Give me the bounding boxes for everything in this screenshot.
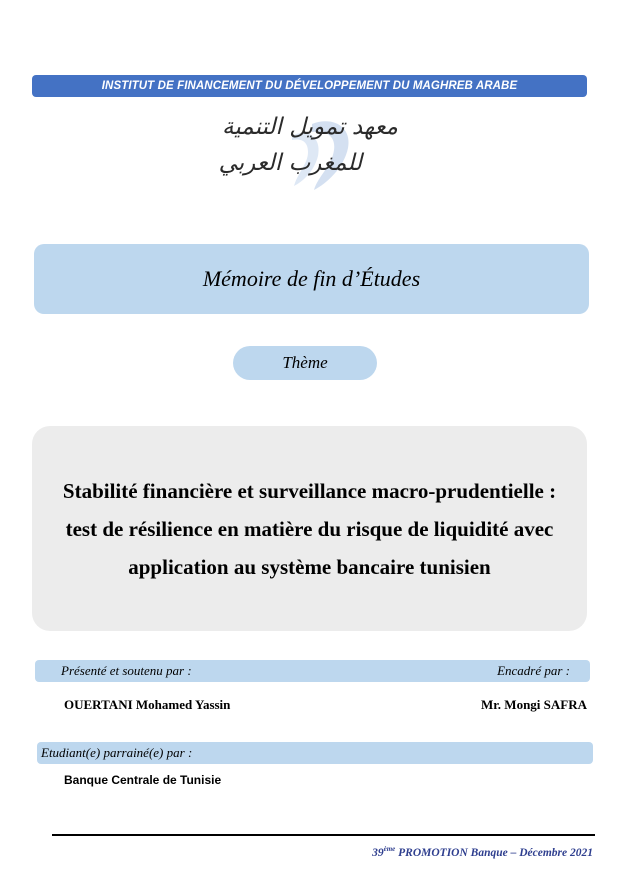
logo-arabic-line2: للمغرب العربي: [218, 150, 362, 176]
thesis-title-box: [32, 426, 587, 631]
presenter-supervisor-bar: [35, 660, 590, 682]
theme-pill: [233, 346, 377, 380]
footer-divider: [52, 834, 595, 836]
thesis-title-line: test de résilience en matière du risque de liquidité avec: [65, 516, 554, 541]
sponsor-name: Banque Centrale de Tunisie: [64, 773, 222, 787]
promotion-text: PROMOTION Banque – Décembre 2021: [395, 846, 593, 859]
sponsored-label: Etudiant(e) parrainé(e) par :: [41, 745, 193, 760]
thesis-title-line: application au système bancaire tunisien: [128, 554, 491, 579]
thesis-title-line: Stabilité financière et surveillance macro-prudentielle :: [62, 478, 557, 503]
promotion-suffix: ème: [383, 845, 396, 853]
institute-logo: [218, 106, 402, 196]
promotion-footer: [372, 845, 593, 859]
supervisor-name: Mr. Mongi SAFRA: [480, 697, 587, 712]
student-name: OUERTANI Mohamed Yassin: [64, 697, 231, 712]
document-type-box: [34, 244, 589, 314]
document-type-label: Mémoire de fin d’Études: [202, 266, 421, 291]
theme-label: Thème: [282, 353, 328, 372]
presented-label: Présenté et soutenu par :: [61, 663, 192, 678]
institute-banner: INSTITUT DE FINANCEMENT DU DÉVELOPPEMENT DU MAGHREB ARABE: [32, 75, 587, 97]
sponsor-bar: [37, 742, 593, 764]
logo-arabic-line1: معهد تمويل التنمية: [222, 114, 398, 140]
supervised-label: Encadré par :: [497, 663, 570, 678]
promotion-number: 39: [372, 846, 384, 859]
